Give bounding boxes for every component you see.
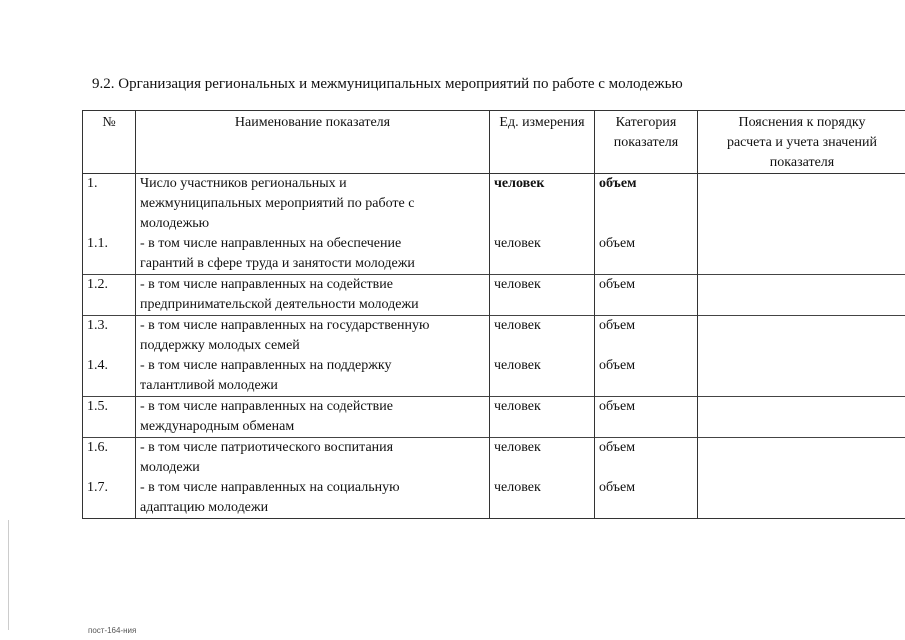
row-name-line: международным обменам [136,417,490,438]
row-name-line: Число участников региональных и [136,174,490,195]
row-num: 1.1. [83,234,136,254]
row-notes [698,478,905,498]
row-num: 1.7. [83,478,136,498]
table-row-cont [83,498,905,519]
table-row-cont [83,214,905,234]
header-category [595,111,698,174]
row-name-line: - в том числе направленных на государственную [136,316,490,337]
table-row-cont [83,336,905,356]
header-notes-line3: показателя [769,155,835,170]
table-row-cont [83,376,905,397]
row-name-line: - в том числе патриотического воспитания [136,438,490,459]
row-unit: человек [490,397,595,418]
row-notes [698,174,905,195]
table-row-cont [83,254,905,275]
row-name-line: - в том числе направленных на поддержку [136,356,490,376]
row-category: объем [595,478,698,498]
table-row-cont [83,458,905,478]
row-name-line: поддержку молодых семей [136,336,490,356]
row-num: 1.5. [83,397,136,418]
row-name-line: межмуниципальных мероприятий по работе с [136,194,490,214]
table-row [83,356,905,376]
section-heading: 9.2. Организация региональных и межмуниципальных мероприятий по работе с молодежью [92,76,683,92]
header-notes-line1: Пояснения к порядку [738,115,866,130]
row-num: 1.3. [83,316,136,337]
row-num: 1.2. [83,275,136,296]
row-unit: человек [490,234,595,254]
row-notes [698,275,905,296]
row-notes [698,438,905,459]
row-name-line: - в том числе направленных на содействие [136,397,490,418]
row-num: 1. [83,174,136,195]
row-category: объем [595,275,698,296]
header-notes [698,111,905,174]
table-header-row [83,111,905,174]
row-name-line: гарантий в сфере труда и занятости молодежи [136,254,490,275]
header-category-line1: Категория [615,115,677,130]
row-name-line: - в том числе направленных на содействие [136,275,490,296]
table-row [83,174,905,195]
row-name-line: - в том числе направленных на обеспечение [136,234,490,254]
row-name-line: молодежи [136,458,490,478]
row-unit: человек [490,478,595,498]
table-row [83,275,905,296]
row-unit: человек [490,275,595,296]
header-notes-line2: расчета и учета значений [726,135,878,150]
table-row-cont [83,194,905,214]
row-category: объем [595,234,698,254]
header-unit: Ед. измерения [490,111,595,174]
row-category: объем [595,356,698,376]
table-row [83,397,905,418]
row-notes [698,356,905,376]
table-row [83,316,905,337]
row-notes [698,234,905,254]
header-name: Наименование показателя [136,111,490,174]
row-name-line: талантливой молодежи [136,376,490,397]
row-num: 1.4. [83,356,136,376]
table-row [83,234,905,254]
row-name-line: адаптацию молодежи [136,498,490,519]
table-row-cont [83,295,905,316]
row-notes [698,397,905,418]
row-name-line: - в том числе направленных на социальную [136,478,490,498]
row-unit: человек [490,356,595,376]
row-category: объем [595,397,698,418]
footer-filename: пост-164-ния [88,626,137,635]
row-category: объем [595,438,698,459]
row-notes [698,316,905,337]
table-row [83,438,905,459]
table-row [83,478,905,498]
row-category: объем [595,174,698,195]
row-unit: человек [490,174,595,195]
indicators-table [82,110,905,519]
row-unit: человек [490,316,595,337]
row-category: объем [595,316,698,337]
row-name-line: молодежью [136,214,490,234]
row-num: 1.6. [83,438,136,459]
table-row-cont [83,417,905,438]
row-name-line: предпринимательской деятельности молодежи [136,295,490,316]
row-unit: человек [490,438,595,459]
page-edge-mark [8,520,9,630]
header-category-line2: показателя [613,135,679,150]
header-num: № [83,111,136,174]
